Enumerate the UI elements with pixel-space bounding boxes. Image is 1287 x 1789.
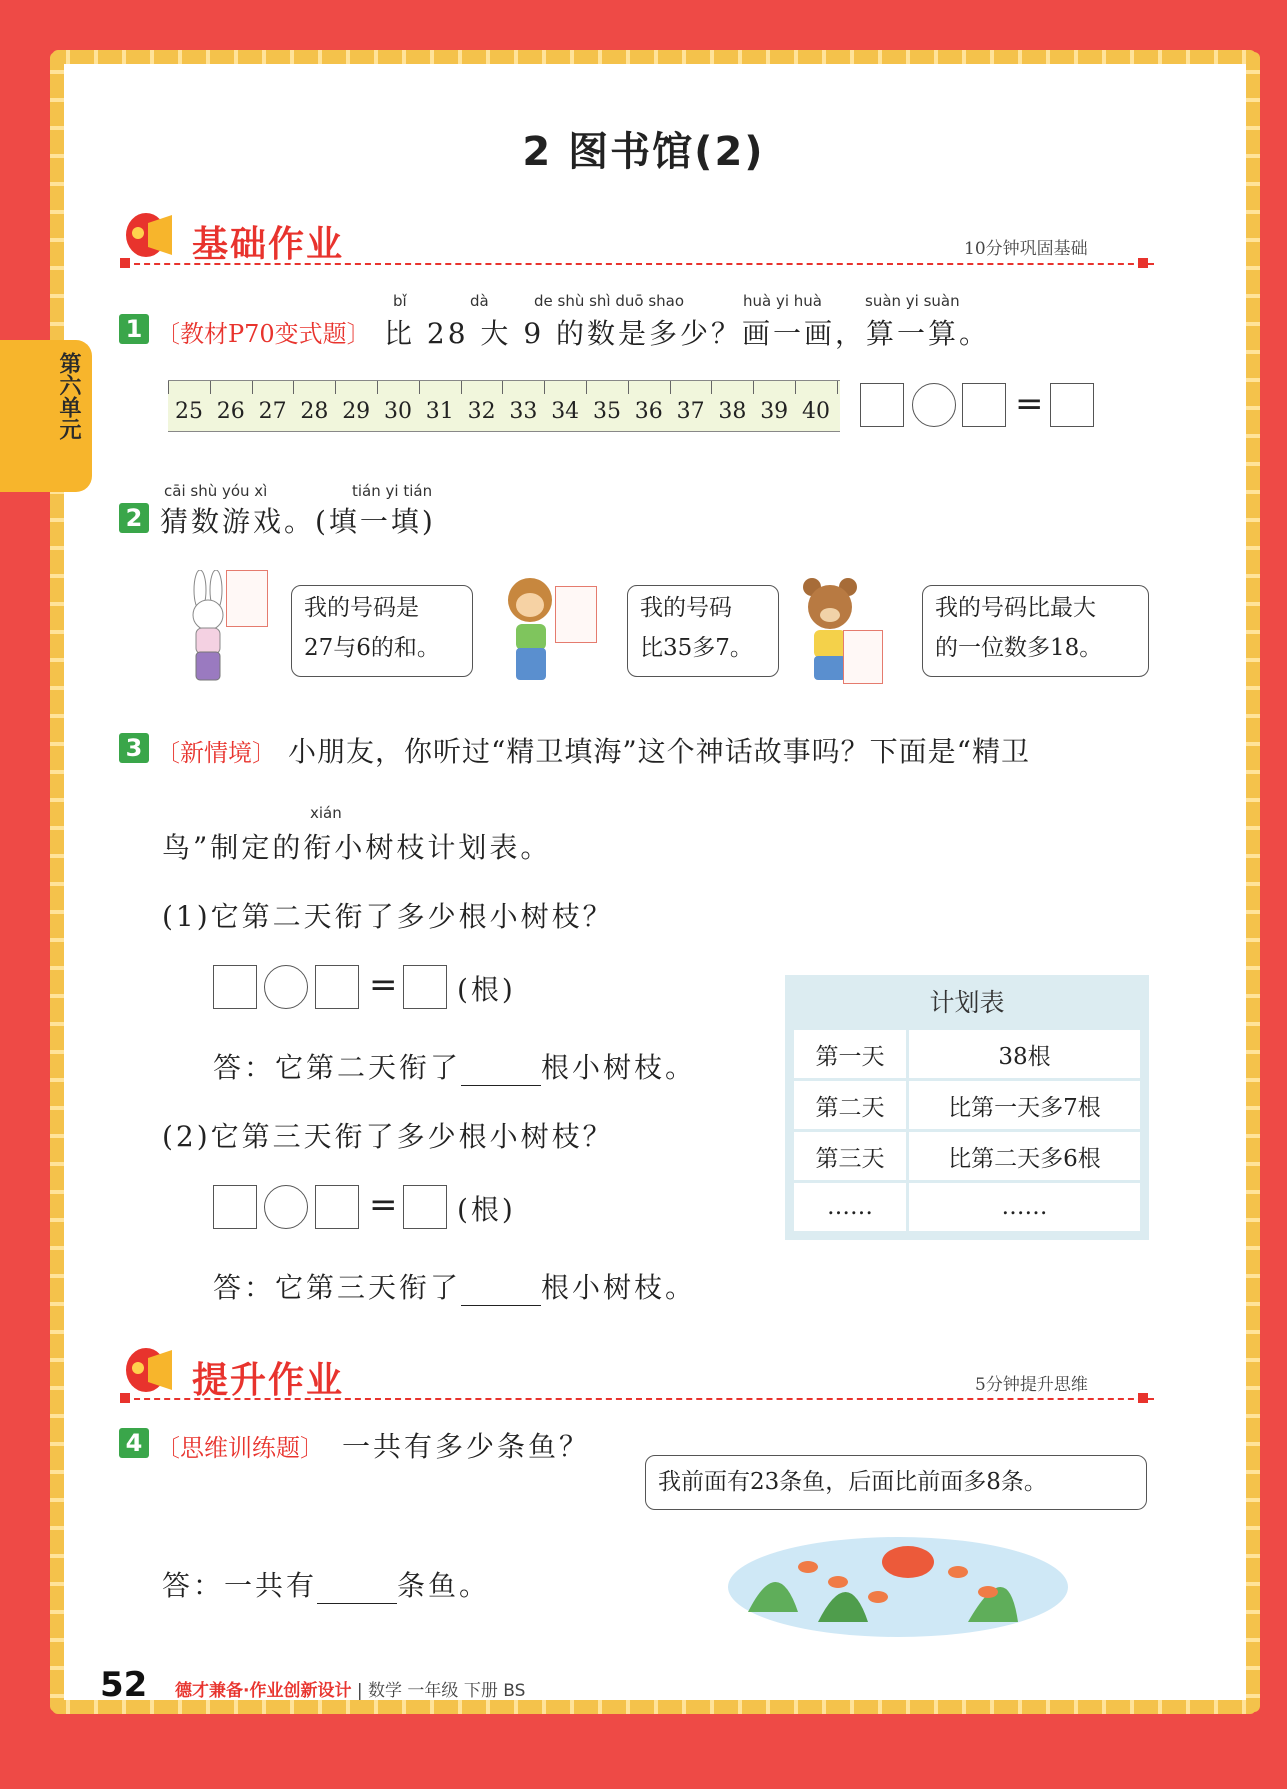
megaphone-icon [118,1340,184,1400]
plan-table [785,975,1149,1240]
question-number: 2 [119,503,149,533]
answer-box[interactable] [403,965,447,1009]
plan-table-title: 计划表 [929,988,1005,1017]
ruler-number: 25 [175,399,203,424]
divider-end [120,258,130,268]
answer-line [162,1564,490,1604]
question-text: 一共有多少条鱼？ [342,1430,591,1463]
bubble-line: 27与6的和。 [304,635,440,661]
ruler-tick [419,381,420,394]
question-text: 猜数游戏。(填一填) [160,505,436,538]
pinyin: suàn yi suàn [865,292,960,310]
ruler-number: 32 [467,399,496,424]
divider-end [120,1393,130,1403]
ruler-number: 27 [258,399,287,424]
ruler-tick [795,381,796,394]
question-tag: 〔思维训练题〕 [156,1434,324,1462]
section-divider [124,263,1154,265]
ruler-number: 30 [384,399,412,424]
table-row [794,1081,1140,1129]
answer-blank[interactable] [461,1279,541,1306]
pinyin: bǐ [393,292,407,310]
wavy-border-right [1246,52,1260,1712]
number-card[interactable] [226,570,268,627]
ruler-tick [711,381,712,394]
ruler-number: 40 [802,399,830,424]
table-cell: 比第二天多6根 [909,1132,1140,1180]
question-number: 3 [119,733,149,763]
bubble-line: 的一位数多18。 [935,635,1103,661]
answer-box[interactable] [962,383,1006,427]
pinyin: xián [310,804,342,822]
table-row [794,1030,1140,1078]
answer-suffix: 根小树枝。 [541,1051,697,1084]
table-cell: …… [909,1183,1140,1231]
wavy-border-left [50,52,64,1712]
ruler-tick [586,381,587,394]
wavy-border-top [52,50,1256,64]
section-note-basic: 10分钟巩固基础 [964,239,1088,259]
ruler-tick [837,381,838,394]
answer-box[interactable] [213,1185,257,1229]
pinyin: de shù shì duō shao [534,292,685,310]
number-card[interactable] [555,586,597,643]
pinyin: tián yi tián [352,482,433,500]
answer-suffix: 根小树枝。 [541,1271,697,1304]
footer-text [175,1676,525,1701]
plan-table-grid [791,1027,1143,1234]
pinyin: huà yi huà [743,292,822,310]
table-cell: 38根 [909,1030,1140,1078]
answer-prefix: 答：一共有 [162,1569,318,1602]
section-note-advanced: 5分钟提升思维 [975,1375,1088,1395]
bubble-line: 我的号码 [640,595,732,621]
table-row [794,1132,1140,1180]
ruler-tick [377,381,378,394]
section-heading-basic: 基础作业 [192,224,345,265]
unit-tab [0,340,92,492]
question-number: 4 [119,1428,149,1458]
table-cell: 第三天 [794,1132,906,1180]
pinyin: cāi shù yóu xì [164,482,268,500]
ruler-number: 28 [300,399,329,424]
sub-question: (2)它第三天衔了多少根小树枝？ [162,1120,614,1153]
answer-box[interactable] [403,1185,447,1229]
ruler-tick [335,381,336,394]
table-cell: …… [794,1183,906,1231]
table-cell: 第一天 [794,1030,906,1078]
divider-end [1138,1393,1148,1403]
table-row [794,1183,1140,1231]
pinyin: dà [470,292,489,310]
section-heading-advanced: 提升作业 [192,1360,345,1401]
answer-line [213,1046,696,1086]
ruler-tick [502,381,503,394]
ruler-number: 38 [718,399,747,424]
sub-question: (1)它第二天衔了多少根小树枝？ [162,900,614,933]
ruler-tick [670,381,671,394]
page-number: 52 [100,1665,148,1705]
answer-box[interactable] [315,965,359,1009]
ruler-number: 29 [342,399,371,424]
ruler-number: 37 [676,399,705,424]
answer-prefix: 答：它第三天衔了 [213,1271,462,1304]
ruler-number: 34 [551,399,580,424]
answer-suffix: 条鱼。 [397,1569,491,1602]
number-card[interactable] [843,630,883,684]
answer-box[interactable] [1050,383,1094,427]
operator-circle[interactable] [912,383,956,427]
speech-bubble: 我前面有23条鱼，后面比前面多8条。 [645,1455,1147,1510]
ruler-number: 31 [425,399,454,424]
ruler-tick [461,381,462,394]
answer-line [213,1266,696,1306]
table-cell: 比第一天多7根 [909,1081,1140,1129]
table-cell: 第二天 [794,1081,906,1129]
ruler-number: 26 [216,399,245,424]
answer-blank[interactable] [317,1577,397,1604]
ruler-tick [544,381,545,394]
question-text: 鸟”制定的衔小树枝计划表。 [162,831,552,864]
equals-sign: = [1015,384,1044,424]
number-ruler [168,380,840,432]
fish-tank-illustration [718,1512,1078,1642]
question-text: 比 28 大 9 的数是多少？画一画，算一算。 [384,317,991,350]
question-tag: 〔教材P70变式题〕 [156,320,371,348]
ruler-number: 39 [760,399,789,424]
answer-prefix: 答：它第二天衔了 [213,1051,462,1084]
speech-bubble [922,585,1149,677]
speech-bubble [627,585,779,677]
ruler-tick [210,381,211,394]
unit-label: (根) [457,1193,516,1226]
ruler-tick [252,381,253,394]
question-number: 1 [119,314,149,344]
ruler-tick [628,381,629,394]
footer-brand: 德才兼备·作业创新设计 [175,1681,352,1701]
wavy-border-bottom [52,1700,1256,1714]
ruler-tick [168,381,169,394]
bubble-line: 我的号码比最大 [935,595,1096,621]
answer-box[interactable] [315,1185,359,1229]
answer-box[interactable] [213,965,257,1009]
bubble-line: 我的号码是 [304,595,419,621]
question-text: 小朋友，你听过“精卫填海”这个神话故事吗？下面是“精卫 [288,735,1030,768]
unit-tab-label: 第六单元 [56,352,81,440]
divider-end [1138,258,1148,268]
megaphone-icon [118,205,184,265]
bubble-line: 比35多7。 [640,635,753,661]
ruler-tick [293,381,294,394]
operator-circle[interactable] [264,1185,308,1229]
operator-circle[interactable] [264,965,308,1009]
ruler-number: 33 [509,399,538,424]
ruler-number: 36 [634,399,663,424]
answer-box[interactable] [860,383,904,427]
footer-info: | 数学 一年级 下册 BS [356,1681,526,1701]
speech-bubble [291,585,473,677]
ruler-tick [753,381,754,394]
section-divider [124,1398,1154,1400]
equals-sign: = [369,1185,398,1225]
equals-sign: = [369,965,398,1005]
unit-label: (根) [457,973,516,1006]
page-title: 2 图书馆(2) [522,129,765,175]
ruler-number: 35 [593,399,621,424]
question-tag: 〔新情境〕 [156,739,276,767]
answer-blank[interactable] [461,1059,541,1086]
